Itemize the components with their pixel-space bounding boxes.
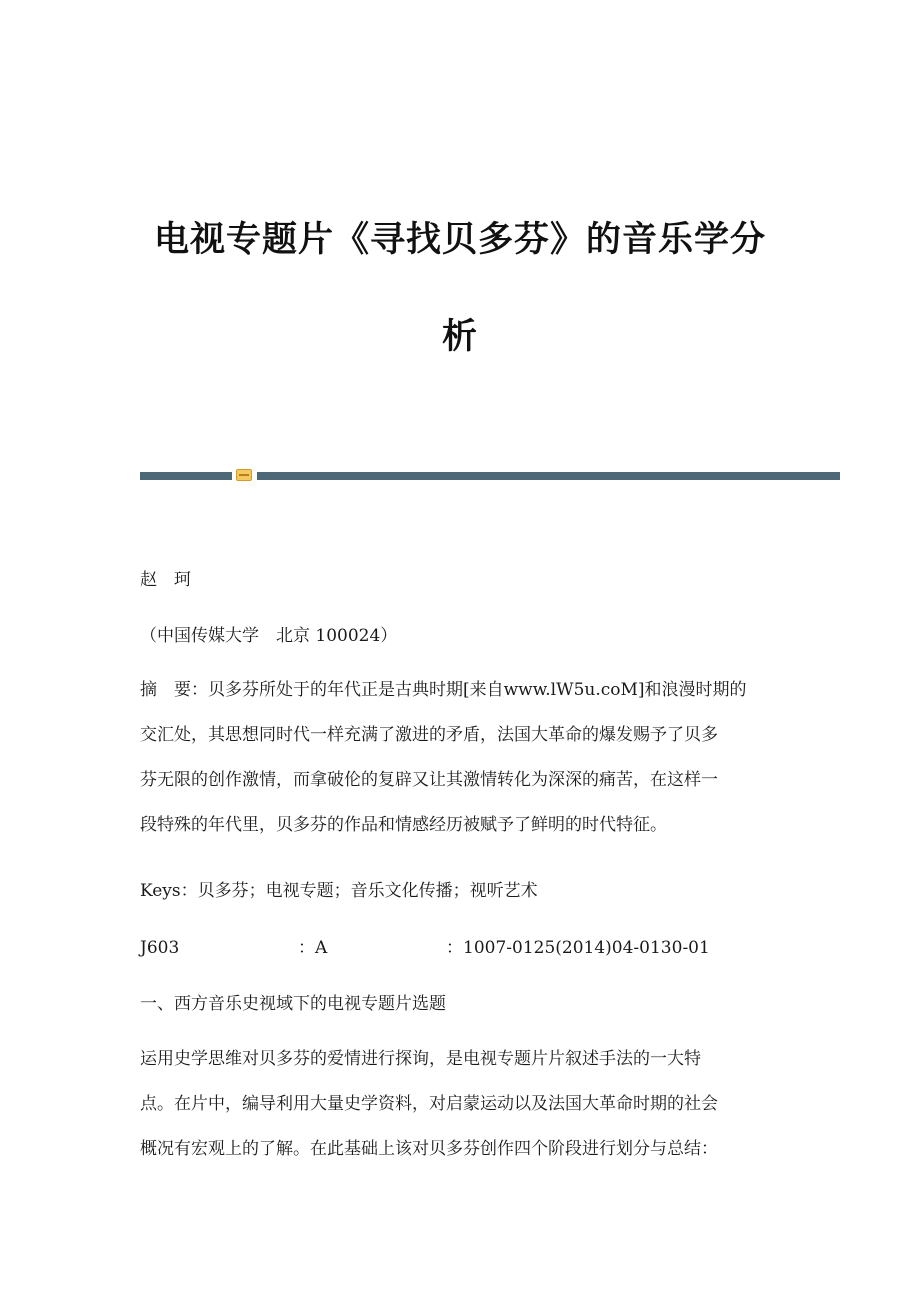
divider-ornament-icon xyxy=(236,469,252,481)
section-body xyxy=(140,1037,780,1172)
article-id: ：1007-0125(2014)04-0130-01 xyxy=(446,938,710,958)
section-heading: 一、西方音乐史视域下的电视专题片选题 xyxy=(140,994,446,1014)
title-divider-right xyxy=(257,472,840,480)
abstract xyxy=(140,668,780,848)
clc-number: J603 xyxy=(140,938,180,958)
document-code: ：A xyxy=(298,938,328,958)
body-line: 点。在片中，编导利用大量史学资料，对启蒙运动以及法国大革命时期的社会 xyxy=(140,1094,718,1114)
author-name: 赵 珂 xyxy=(140,570,191,590)
document-title-line-1: 电视专题片《寻找贝多芬》的音乐学分 xyxy=(153,220,766,260)
abstract-line: 交汇处，其思想同时代一样充满了激进的矛盾，法国大革命的爆发赐予了贝多 xyxy=(140,725,718,745)
document-title-line-2: 析 xyxy=(441,317,478,357)
body-line: 运用史学思维对贝多芬的爱情进行探询，是电视专题片片叙述手法的一大特 xyxy=(140,1049,701,1069)
keywords: Keys：贝多芬；电视专题；音乐文化传播；视听艺术 xyxy=(140,881,538,901)
author-affiliation: （中国传媒大学 北京 100024） xyxy=(140,626,398,646)
abstract-line: 段特殊的年代里，贝多芬的作品和情感经历被赋予了鲜明的时代特征。 xyxy=(140,815,667,835)
abstract-line: 摘 要：贝多芬所处于的年代正是古典时期[来自www.lW5u.coM]和浪漫时期的 xyxy=(140,680,747,700)
abstract-line: 芬无限的创作激情，而拿破伦的复辟又让其激情转化为深深的痛苦，在这样一 xyxy=(140,770,718,790)
body-line: 概况有宏观上的了解。在此基础上该对贝多芬创作四个阶段进行划分与总结： xyxy=(140,1139,718,1159)
title-divider-left xyxy=(140,472,232,480)
